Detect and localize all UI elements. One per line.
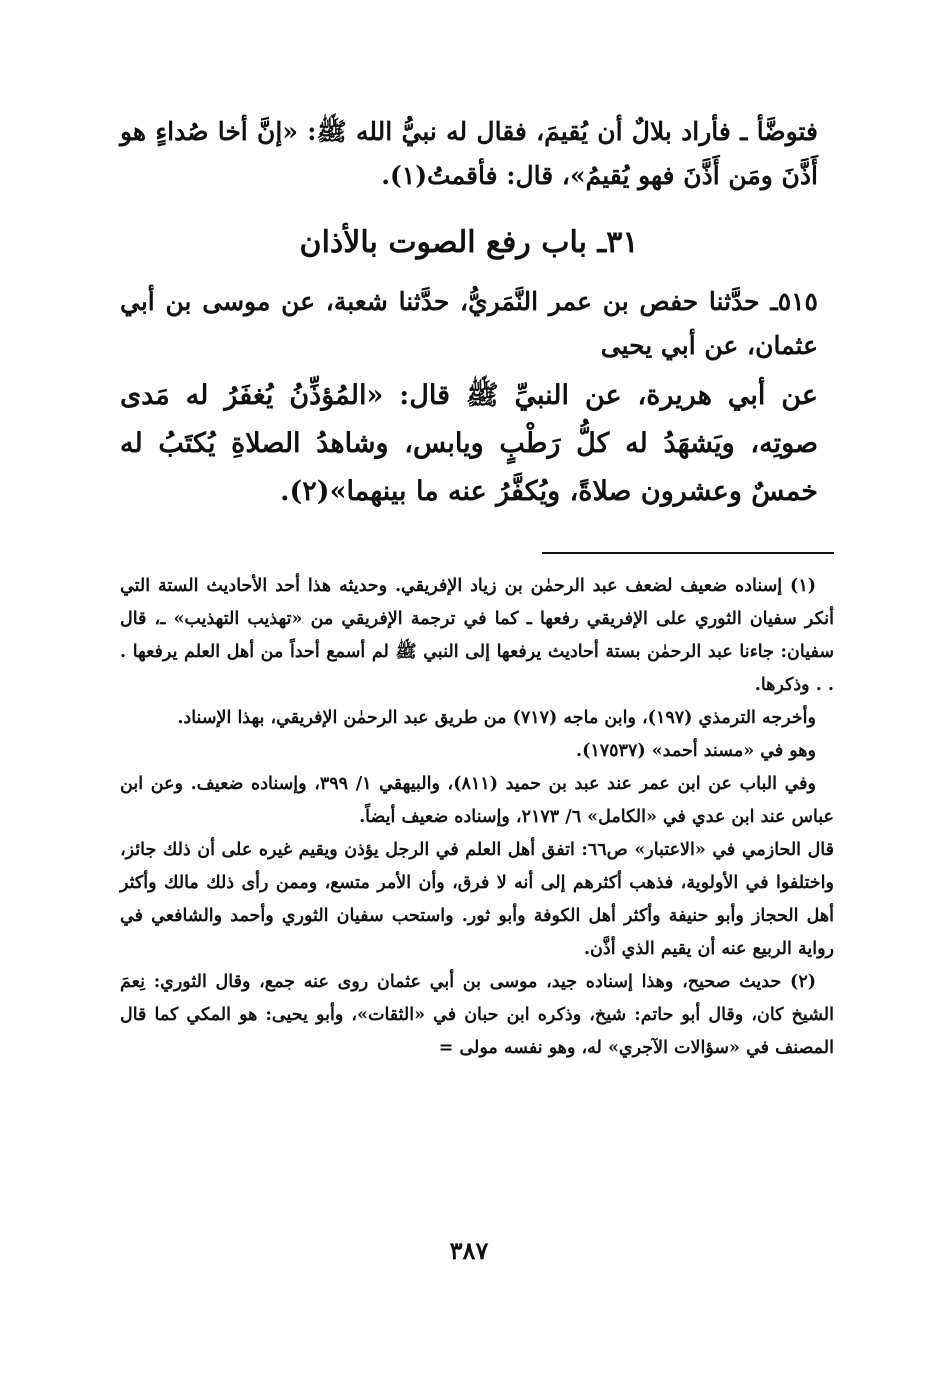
- footnote-paragraph: وهو في «مسند أحمد» (١٧٥٣٧).: [575, 741, 816, 761]
- continuation-paragraph: فتوضَّأ ـ فأراد بلالٌ أن يُقيمَ، فقال له نبيُّ الله ﷺ: «إنَّ أخا صُداءٍ هو أَذَّنَ ومَن أَذَّنَ فهو يُقيمُ»، قال: فأقمتُ(١).: [120, 117, 818, 190]
- footnote-2: (٢) حديث صحيح، وهذا إسناده جيد، موسى بن أبي عثمان روى عنه جمع، وقال الثوري: نِعمَ الشيخ كان، وقال أبو حاتم: شيخ، وذكره ابن حبان في «الثقات»، وأبو يحيى: هو المكي كما قال المصنف في «سؤالات الآجري» له، وهو نفسه مولى =: [120, 972, 834, 1058]
- hadith-matn: عن أبي هريرة، عن النبيِّ ﷺ قال: «المُؤذِّنُ يُغفَرُ له مَدى صوتِه، ويَشهَدُ له كلُّ رَطْبٍ ويابس، وشاهدُ الصلاةِ يُكتَبُ له خمسٌ وعشرون صلاةً، ويُكفَّرُ عنه ما بينهما»(٢).: [120, 380, 818, 507]
- footnote-1: (١) إسناده ضعيف لضعف عبد الرحمٰن بن زياد الإفريقي. وحديثه هذا أحد الأحاديث الستة التي أنكر سفيان الثوري على الإفريقي رفعها ـ كما في ترجمة الإفريقي من «تهذيب التهذيب» ـ، قال سفيان: جاءنا عبد الرحمٰن بستة أحاديث يرفعها إلى النبي ﷺ لم أسمع أحداً من أهل العلم يرفعها . . . وذكرها.: [120, 576, 834, 695]
- footnote-separator: [542, 552, 834, 554]
- footnote-paragraph: قال الحازمي في «الاعتبار» ص٦٦: اتفق أهل العلم في الرجل يؤذن ويقيم غيره على أن ذلك جائز، واختلفوا في الأولوية، فذهب أكثرهم إلى أنه لا فرق، وأن الأمر متسع، وممن رأى ذلك مالك وأكثر أهل الحجاز وأبو حنيفة وأكثر أهل الكوفة وأبو ثور. واستحب سفيان الثوري وأحمد والشافعي في رواية الربيع عنه أن يقيم الذي أذَّن.: [120, 840, 834, 959]
- footnote-paragraph: وأخرجه الترمذي (١٩٧)، وابن ماجه (٧١٧) من طريق عبد الرحمٰن الإفريقي، بهذا الإسناد.: [177, 708, 816, 728]
- hadith-isnad: ٥١٥ـ حدَّثنا حفص بن عمر النَّمَريُّ، حدَّثنا شعبة، عن موسى بن أبي عثمان، عن أبي يحيى: [120, 287, 818, 360]
- chapter-title: ٣١ـ باب رفع الصوت بالأذان: [299, 225, 639, 260]
- main-text: [120, 110, 818, 516]
- footnote-paragraph: وفي الباب عن ابن عمر عند عبد بن حميد (٨١١)، والبيهقي ١/ ٣٩٩، وإسناده ضعيف. وعن ابن عباس عند ابن عدي في «الكامل» ٦/ ٢١٧٣، وإسناده ضعيف أيضاً.: [120, 774, 834, 827]
- page-number: ٣٨٧: [449, 1236, 489, 1265]
- footnotes: [120, 570, 834, 1065]
